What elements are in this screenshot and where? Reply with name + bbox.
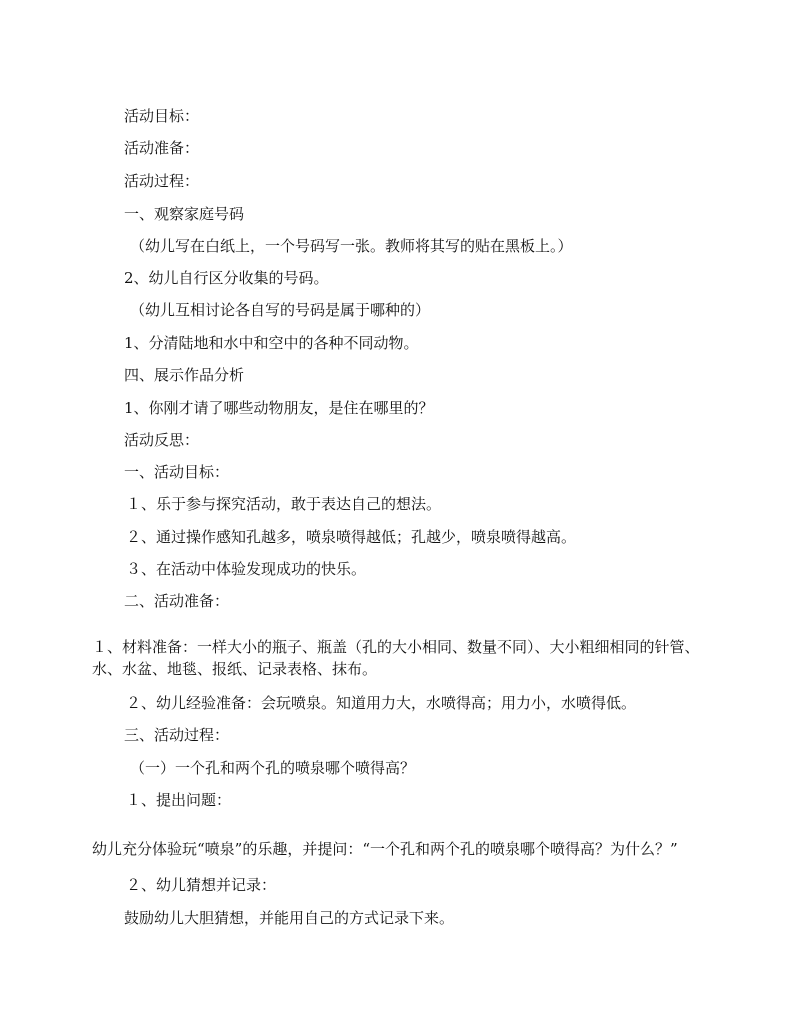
paragraph-encourage-guess: 鼓励幼儿大胆猜想，并能用自己的方式记录下来。: [124, 909, 455, 927]
section-show-works: 四、展示作品分析: [124, 366, 245, 384]
preparation-materials: １、材料准备：一样大小的瓶子、瓶盖（孔的大小相同、数量不同）、大小粗细相同的针管、水、水盆、地毯、报纸、记录表格、抹布。: [92, 638, 700, 678]
step-raise-question: １、提出问题：: [126, 791, 232, 809]
heading-activity-preparation: 活动准备：: [124, 139, 200, 157]
step-guess-record: ２、幼儿猜想并记录：: [126, 876, 277, 894]
heading-activity-process: 活动过程：: [124, 172, 200, 190]
section-observe-house-numbers: 一、观察家庭号码: [124, 205, 245, 223]
paragraph-write-numbers: （幼儿写在白纸上，一个号码写一张。教师将其写的贴在黑板上。）: [130, 237, 573, 255]
section-preparation: 二、活动准备：: [124, 592, 230, 610]
subsection-one-vs-two-holes: （一）一个孔和两个孔的喷泉哪个喷得高？: [130, 759, 416, 777]
preparation-experience: ２、幼儿经验准备：会玩喷泉。知道用力大，水喷得高；用力小，水喷得低。: [126, 694, 637, 712]
heading-activity-goals: 活动目标：: [124, 107, 200, 125]
paragraph-play-fountain: 幼儿充分体验玩“喷泉”的乐趣，并提问：“一个孔和两个孔的喷泉哪个喷得高？为什么？”: [92, 840, 678, 858]
paragraph-distinguish-animals: 1、分清陆地和水中和空中的各种不同动物。: [124, 334, 419, 352]
goal-item-2: ２、通过操作感知孔越多，喷泉喷得越低；孔越少，喷泉喷得越高。: [126, 528, 577, 546]
paragraph-classify-numbers: 2、幼儿自行区分收集的号码。: [124, 269, 329, 287]
heading-activity-reflection: 活动反思：: [124, 431, 200, 449]
section-goals: 一、活动目标：: [124, 463, 230, 481]
goal-item-1: １、乐于参与探究活动，敢于表达自己的想法。: [126, 495, 442, 513]
paragraph-discuss-numbers: （幼儿互相讨论各自写的号码是属于哪种的）: [130, 301, 431, 319]
section-process: 三、活动过程：: [124, 726, 230, 744]
paragraph-animal-friends-question: 1、你刚才请了哪些动物朋友，是住在哪里的？: [124, 399, 434, 417]
goal-item-3: ３、在活动中体验发现成功的快乐。: [126, 560, 367, 578]
